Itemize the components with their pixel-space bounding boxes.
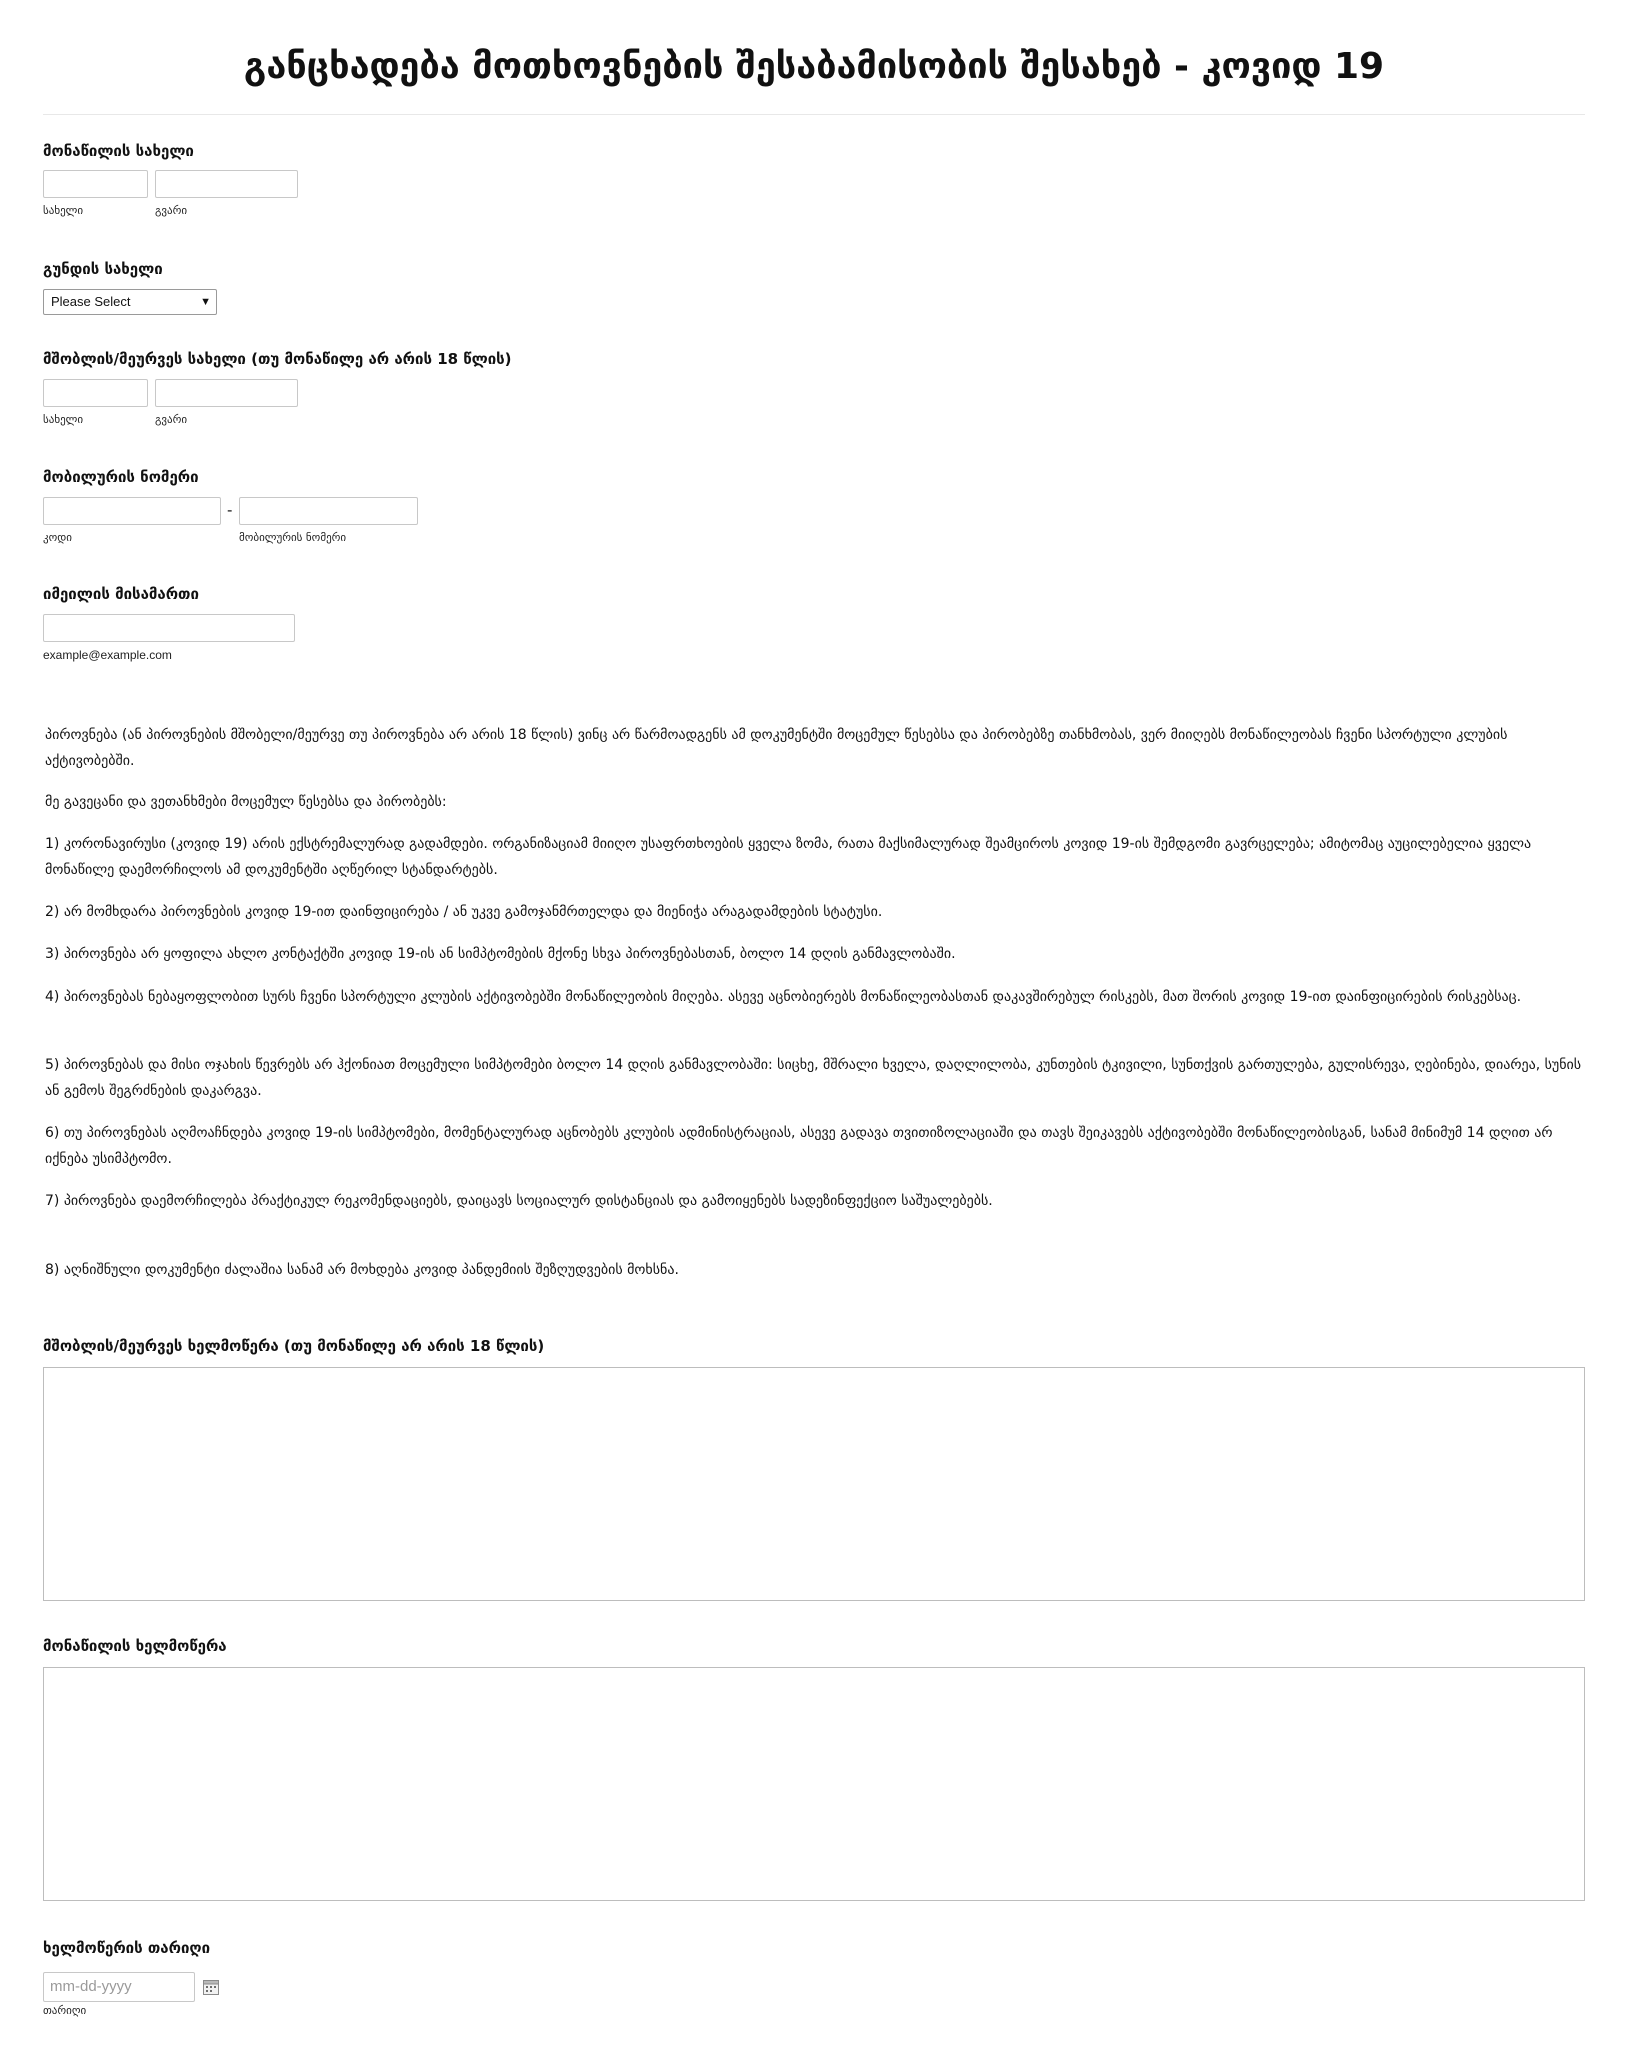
sign-date-placeholder: mm-dd-yyyy xyxy=(50,1978,132,1995)
team-name-label: გუნდის სახელი xyxy=(43,260,163,278)
sign-date-label: ხელმოწერის თარიღი xyxy=(43,1939,211,1957)
team-name-selected-value: Please Select xyxy=(51,294,131,309)
terms-item: 3) პიროვნება არ ყოფილა ახლო კონტაქტში კოვიდ 19-ის ან სიმპტომების მქონე სხვა პიროვნებასთან, ბოლო 14 დღის განმავლობაში. xyxy=(45,946,956,962)
participant-name-label: მონაწილის სახელი xyxy=(43,142,194,160)
terms-item: 2) არ მომხდარა პიროვნების კოვიდ 19-ით დაინფიცირება / ან უკვე გამოჯანმრთელდა და მიენიჭა არაგადამდების სტატუსი. xyxy=(45,904,883,920)
parent-name-label: მშობლის/მეურვეს სახელი (თუ მონაწილე არ არის 18 წლის) xyxy=(43,350,512,368)
mobile-separator: - xyxy=(227,501,233,519)
terms-intro: პიროვნება (ან პიროვნების მშობელი/მეურვე თუ პიროვნება არ არის 18 წლის) ვინც არ წარმოადგენს ამ დოკუმენტში მოცემულ წესებსა და პირობებზე თანხმობას, ვერ მიიღებს მონაწილეობას ჩვენი სპორტული კლუბის აქტივობებში. xyxy=(45,727,1508,769)
mobile-number-sublabel: მობილურის ნომერი xyxy=(239,531,347,544)
terms-item: 4) პიროვნებას ნებაყოფლობით სურს ჩვენი სპორტული კლუბის აქტივობებში მონაწილეობის მიღება. ასევე აცნობიერებს მონაწილეობასთან დაკავშირებულ რისკებს, მათ შორის კოვიდ 19-ით დაინფიცირების რისკებსაც. xyxy=(45,989,1522,1005)
participant-first-name-sublabel: სახელი xyxy=(43,204,84,217)
participant-last-name-input[interactable] xyxy=(155,170,298,198)
email-input[interactable] xyxy=(43,614,295,642)
title-divider xyxy=(43,114,1585,115)
participant-last-name-sublabel: გვარი xyxy=(155,204,188,217)
mobile-code-input[interactable] xyxy=(43,497,221,525)
sign-date-sublabel: თარიღი xyxy=(43,2004,87,2017)
parent-signature-pad[interactable] xyxy=(43,1367,1585,1601)
terms-item: 7) პიროვნება დაემორჩილება პრაქტიკულ რეკომენდაციებს, დაიცავს სოციალურ დისტანციას და გამოიყენებს სადეზინფექციო საშუალებებს. xyxy=(45,1193,993,1209)
parent-last-name-sublabel: გვარი xyxy=(155,413,188,426)
mobile-code-sublabel: კოდი xyxy=(43,531,72,544)
terms-item: 8) აღნიშნული დოკუმენტი ძალაშია სანამ არ მოხდება კოვიდ პანდემიის შეზღუდვების მოხსნა. xyxy=(45,1262,679,1278)
chevron-down-icon: ▼ xyxy=(200,296,211,308)
calendar-icon[interactable] xyxy=(203,1979,219,1995)
participant-signature-label: მონაწილის ხელმოწერა xyxy=(43,1637,227,1655)
terms-item: 6) თუ პიროვნებას აღმოაჩნდება კოვიდ 19-ის სიმპტომები, მომენტალურად აცნობებს კლუბის ადმინისტრაციას, ასევე გადავა თვითიზოლაციაში და თავს შეიკავებს აქტივობებში მონაწილეობისგან, სანამ მინიმუმ 14 დღით არ იქნება უსიმპტომო. xyxy=(45,1125,1553,1167)
parent-signature-label: მშობლის/მეურვეს ხელმოწერა (თუ მონაწილე არ არის 18 წლის) xyxy=(43,1337,545,1355)
mobile-number-label: მობილურის ნომერი xyxy=(43,468,199,486)
parent-first-name-input[interactable] xyxy=(43,379,148,407)
email-label: იმეილის მისამართი xyxy=(43,585,199,603)
form-title: განცხადება მოთხოვნების შესაბამისობის შესახებ - კოვიდ 19 xyxy=(243,46,1385,87)
mobile-number-input[interactable] xyxy=(239,497,418,525)
parent-first-name-sublabel: სახელი xyxy=(43,413,84,426)
sign-date-input[interactable] xyxy=(43,1972,195,2002)
parent-last-name-input[interactable] xyxy=(155,379,298,407)
team-name-select[interactable] xyxy=(43,289,217,315)
terms-item: 5) პიროვნებას და მისი ოჯახის წევრებს არ ჰქონიათ მოცემული სიმპტომები ბოლო 14 დღის განმავლობაში: სიცხე, მშრალი ხველა, დაღლილობა, კუნთების ტკივილი, სუნთქვის გართულება, გულისრევა, ღებინება, დიარეა, სუნის ან გემოს შეგრძნების დაკარგვა. xyxy=(45,1057,1582,1099)
participant-signature-pad[interactable] xyxy=(43,1667,1585,1901)
email-hint: example@example.com xyxy=(43,648,172,662)
terms-agree: მე გავეცანი და ვეთანხმები მოცემულ წესებსა და პირობებს: xyxy=(45,794,447,810)
terms-item: 1) კორონავირუსი (კოვიდ 19) არის ექსტრემალურად გადამდები. ორგანიზაციამ მიიღო უსაფრთხოების ყველა ზომა, რათა მაქსიმალურად შეამციროს კოვიდ 19-ის შემდგომი გავრცელება; ამიტომაც აუცილებელია ყველა მონაწილე დაემორჩილოს ამ დოკუმენტში აღწერილ სტანდარტებს. xyxy=(45,836,1532,878)
participant-first-name-input[interactable] xyxy=(43,170,148,198)
